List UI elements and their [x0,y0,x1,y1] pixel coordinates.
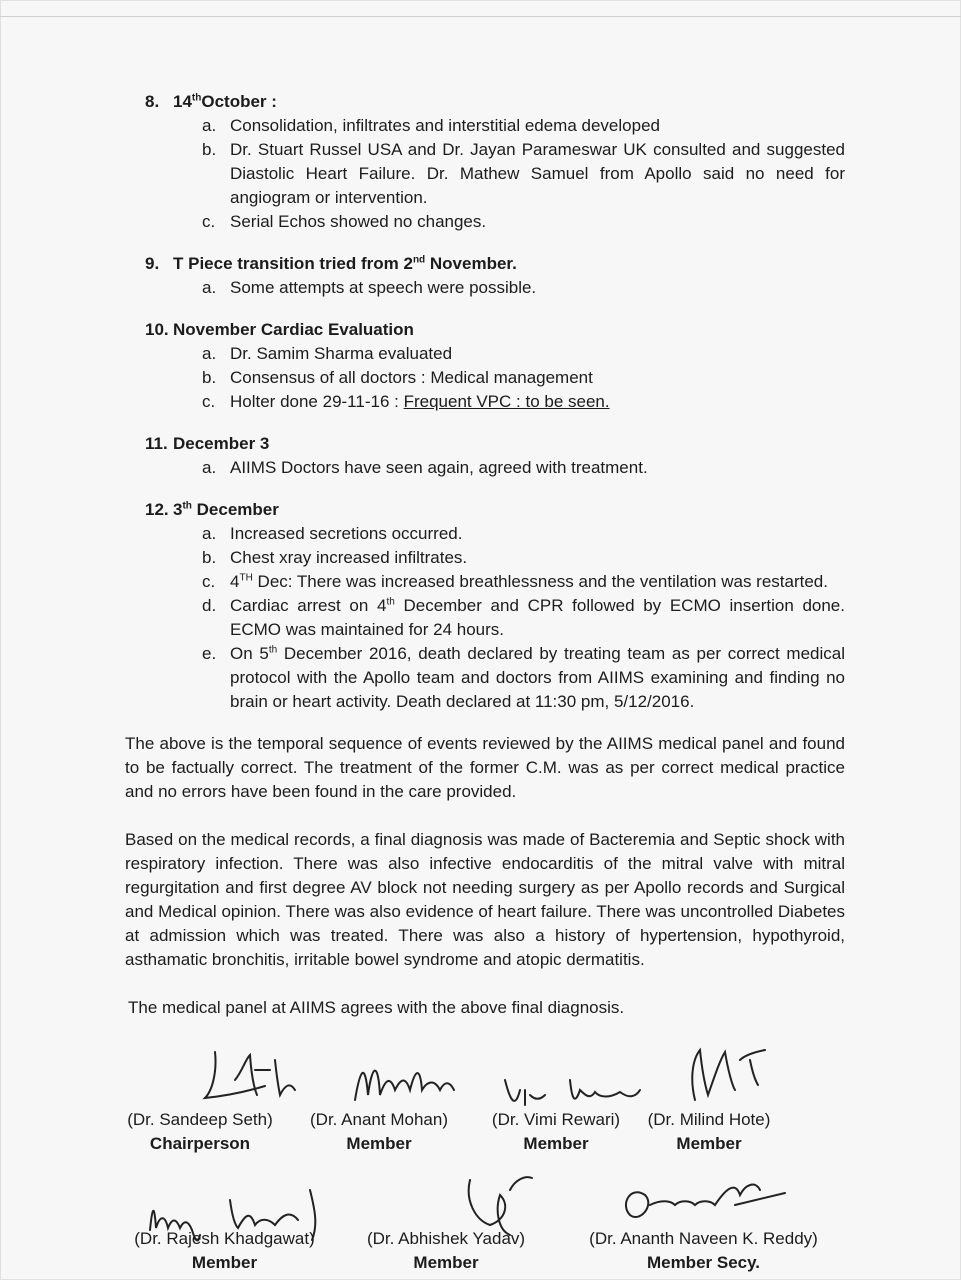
signatory-name: (Dr. Vimi Rewari) [491,1110,621,1129]
signatory-seth [125,1108,275,1156]
signatory-name: (Dr. Anant Mohan) [310,1110,448,1129]
event-section [120,318,845,414]
section-heading: 14thOctober : [173,92,277,111]
item-text: Consensus of all doctors : Medical management [230,368,593,387]
item-letter: b. [202,368,217,387]
signatory-name: (Dr. Rajesh Khadgawat) [134,1229,315,1248]
signatory-role: Chairperson [149,1134,251,1153]
item-letter: a. [202,458,217,477]
section-number: 11. [145,434,168,453]
signatory-yadav [360,1227,532,1275]
section-number: 9. [145,254,160,273]
item-letter: a. [202,524,217,543]
item-text: Cardiac arrest on 4th December and CPR followed by ECMO insertion done. ECMO was maintained for 24 hours. [230,596,845,639]
signatory-hote [643,1108,775,1156]
list-item [120,570,845,594]
section-items [120,276,845,300]
diagnosis-paragraph: Based on the medical records, a final diagnosis was made of Bacteremia and Septic shock with respiratory infection. There was also infective endocarditis of the mitral valve with mitral regurgitation and first degree AV block not needing surgery as per Apollo records and Surgical and Medical opinion. There was also evidence of heart failure. There was uncontrolled Diabetes at admission which was treated. There was also a history of hypertension, hypothyroid, asthamatic bronchitis, irritable bowel syndrome and atopic dermatitis. [125,830,845,969]
signature-hote [680,1040,780,1110]
item-letter: d. [202,596,217,615]
item-text: AIIMS Doctors have seen again, agreed with treatment. [230,458,648,477]
signatory-role: Member [523,1134,589,1153]
list-item [120,366,845,390]
list-item [120,138,845,210]
signatory-name: (Dr. Sandeep Seth) [127,1110,273,1129]
item-text: Increased secretions occurred. [230,524,463,543]
section-items [120,114,845,234]
item-text: Dr. Stuart Russel USA and Dr. Jayan Parameswar UK consulted and suggested Diastolic Heart Failure. Dr. Mathew Samuel from Apollo said no need for angiogram or intervention. [230,140,845,207]
list-item [120,210,845,234]
item-letter: b. [202,140,217,159]
section-title [145,252,845,276]
item-text: Holter done 29-11-16 : Frequent VPC : to be seen. [230,392,610,411]
section-items [120,456,845,480]
item-text: Serial Echos showed no changes. [230,212,487,231]
signature-reddy [615,1175,795,1235]
signatory-rewari [486,1108,626,1156]
section-number: 10. [145,320,169,339]
event-section [120,432,845,480]
signatory-role: Member [413,1253,479,1272]
list-item [120,114,845,138]
signatory-role: Member [191,1253,258,1272]
review-paragraph: The above is the temporal sequence of events reviewed by the AIIMS medical panel and found to be factually correct. The treatment of the former C.M. was as per correct medical practice and no errors have been found in the care provided. [125,734,845,801]
list-item [120,642,845,714]
list-item [120,276,845,300]
item-text: Chest xray increased infiltrates. [230,548,468,567]
item-text: Consolidation, infiltrates and interstitial edema developed [230,116,660,135]
section-heading: T Piece transition tried from 2nd November. [173,254,517,273]
list-item [120,342,845,366]
section-heading: November Cardiac Evaluation [173,320,414,339]
list-item [120,522,845,546]
section-title [145,498,845,522]
section-items [120,342,845,414]
section-title [145,318,845,342]
signatory-name: (Dr. Milind Hote) [647,1110,771,1129]
signatory-reddy [585,1227,822,1275]
event-section [120,90,845,234]
signatory-khadgawat [127,1227,322,1275]
section-items [120,522,845,714]
item-letter: e. [202,644,217,663]
event-section [120,252,845,300]
item-letter: c. [202,392,216,411]
item-letter: c. [202,212,216,231]
signatory-name: (Dr. Abhishek Yadav) [366,1229,526,1248]
event-section [120,498,845,714]
list-item [120,390,845,414]
item-text: Some attempts at speech were possible. [230,278,537,297]
section-title [145,432,845,456]
section-title [145,90,845,114]
panel-statement: The medical panel at AIIMS agrees with the above final diagnosis. [128,998,625,1017]
section-number: 12. [145,500,169,519]
signatory-mohan [305,1108,453,1156]
list-item [120,456,845,480]
item-letter: a. [202,344,217,363]
event-sections [120,90,845,714]
section-number: 8. [145,92,160,111]
list-item [120,594,845,642]
item-letter: c. [202,572,216,591]
item-text: 4TH Dec: There was increased breathlessness and the ventilation was restarted. [230,572,828,591]
signatory-role: Member [676,1134,742,1153]
item-text: Dr. Samim Sharma evaluated [230,344,453,363]
signatory-role: Member Secy. [646,1253,761,1272]
item-text: On 5th December 2016, death declared by treating team as per correct medical protocol with the Apollo team and doctors from AIIMS examining and finding no brain or heart activity. Death declared at 11:30 pm, 5/12/2016. [230,644,845,711]
item-letter: b. [202,548,217,567]
signature-seth [195,1040,305,1110]
section-heading: December 3 [173,434,270,453]
signatory-role: Member [346,1134,412,1153]
document-body [120,90,845,1020]
signature-mohan [350,1050,460,1110]
list-item [120,546,845,570]
item-letter: a. [202,278,217,297]
page-edge-line [0,16,961,17]
signatory-name: (Dr. Ananth Naveen K. Reddy) [589,1229,818,1248]
section-heading: 3th December [173,500,279,519]
underlined-text: Frequent VPC : to be seen. [403,392,610,411]
item-letter: a. [202,116,217,135]
